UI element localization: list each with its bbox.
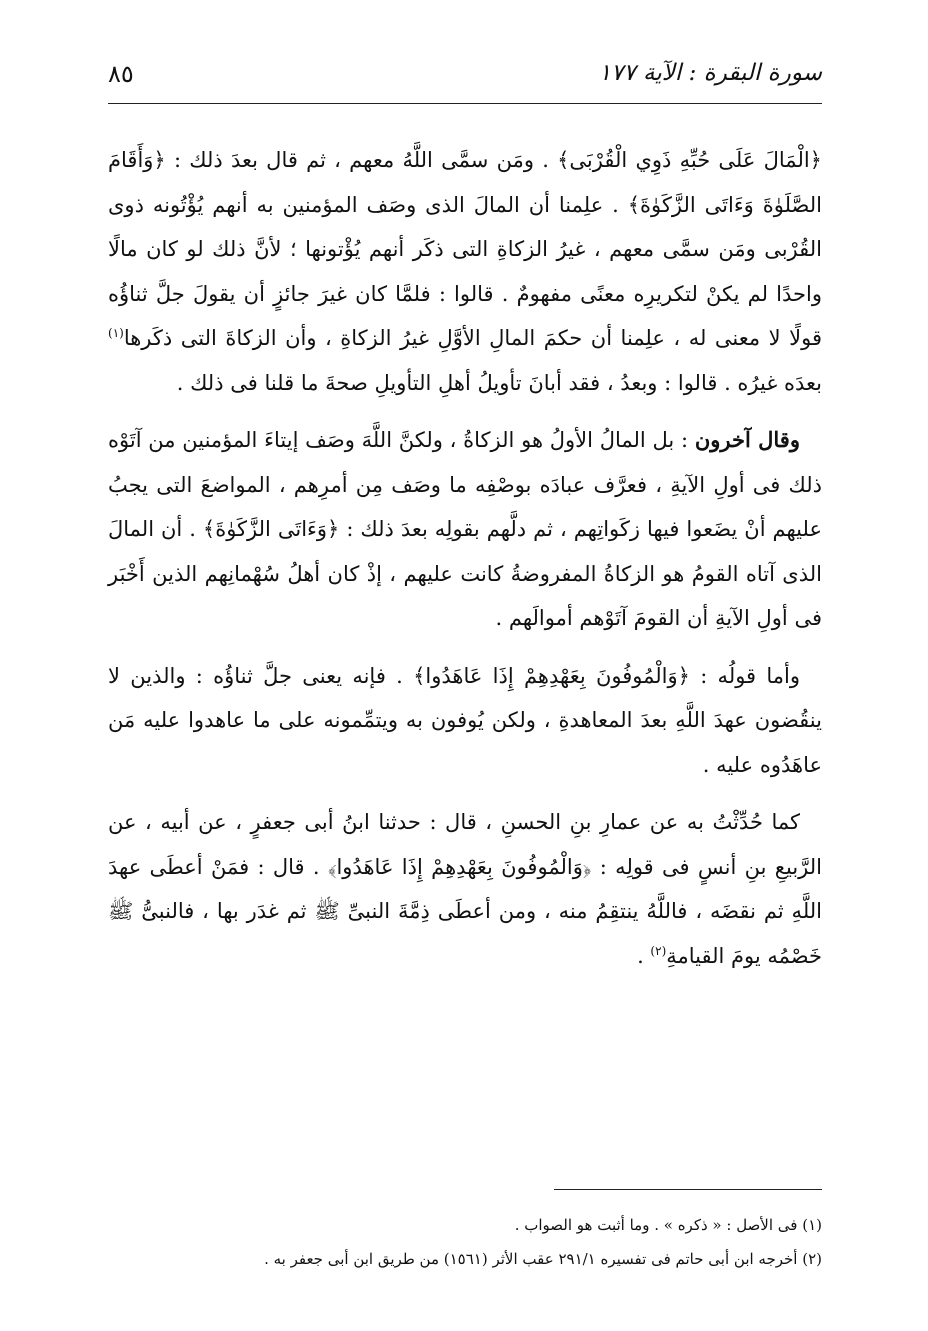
page-header [108, 58, 822, 98]
paragraph-text: ﴿الْمَالَ عَلَى حُبِّهِ ذَوِي الْقُرْبَى﴾ . ومَن سمَّى اللَّهُ معهم ، ثم قال بعدَ ذلك : ﴿وَأَقَامَ الصَّلَوٰةَ وَءَاتَى الزَّكَوٰةَ﴾ . علِمنا أن المالَ الذى وصَف المؤمنين به أنهم يُؤْتُونه ذوى القُرْبى ومَن سمَّى معهم ، غيرُ الزكاةِ التى ذكَر أنهم يُؤْتونها ؛ لأنَّ ذلك لو كان مالًا واحدًا لم يكنْ لتكريرِه معنًى مفهومٌ . قالوا : فلمَّا كان غيرَ جائزٍ أن يقولَ جلَّ ثناؤُه قولًا لا معنى له ، علِمنا أن حكمَ المالِ الأوَّلِ غيرُ الزكاةِ ، وأن الزكاةَ التى ذكَرها [108, 148, 822, 350]
paragraph-text-after: بعدَه غيرُه . قالوا : وبعدُ ، فقد أبانَ تأويلُ أهلِ التأويلِ صحةَ ما قلنا فى ذلك . [176, 370, 822, 395]
paragraph-2 [108, 418, 822, 641]
footnote-ref-1: (١) [108, 326, 124, 340]
paragraph-lead: وقال آخرون [694, 427, 800, 452]
main-text [108, 138, 822, 991]
footnote-divider [554, 1189, 822, 1190]
footnote-ref-2: (٢) [650, 943, 667, 958]
footnote-2: (٢) أخرجه ابن أبى حاتم فى تفسيره ٢٩١/١ عقب الأثر (١٥٦١) من طريق ابن أبى جعفر به . [264, 1250, 822, 1268]
header-divider [108, 103, 822, 104]
paragraph-text-after: . [637, 943, 651, 968]
page-number: ٨٥ [108, 60, 134, 88]
footnote-1: (١) فى الأصل : « ذكره » . وما أثبت هو الصواب . [514, 1216, 822, 1234]
paragraph-3 [108, 654, 822, 788]
footnotes [108, 1208, 822, 1276]
paragraph-text: كما حُدِّثْتُ به عن عمارِ بنِ الحسنِ ، قال : حدثنا ابنُ أبى جعفرٍ ، عن أبيه ، عن الرَّبيعِ بنِ أنسٍ فى قولِه : ﴿وَالْمُوفُونَ بِعَهْدِهِمْ إِذَا عَاهَدُوا﴾ . قال : فمَنْ أعطَى عهدَ اللَّهِ ثم نقضَه ، فاللَّهُ ينتقِمُ منه ، ومن أعطَى ذِمَّةَ النبىِّ ﷺ ثم غدَر بها ، فالنبىُّ ﷺ خَصْمُه يومَ القيامةِ [108, 810, 822, 968]
paragraph-1 [108, 138, 822, 405]
paragraph-text: : بل المالُ الأولُ هو الزكاةُ ، ولكنَّ اللَّهَ وصَف إيتاءَ المؤمنين من آتَوْه ذلك فى أولِ الآيةِ ، فعرَّف عبادَه بوصْفِه ما وصَف مِن أمرِهم ، المواضعَ التى يجبُ عليهم أنْ يضَعوا فيها زكَواتِهم ، ثم دلَّهم بقولِه بعدَ ذلك : ﴿وَءَاتَى الزَّكَوٰةَ﴾ . أن المالَ الذى آتاه القومُ هو الزكاةُ المفروضةُ كانت عليهم ، إذْ كان أهلُ سُهْمانِهم الذين أَخْبَر فى أولِ الآيةِ أن القومَ آتَوْهم أموالَهم . [108, 428, 822, 630]
paragraph-4 [108, 800, 822, 978]
running-title: سورة البقرة : الآية ١٧٧ [598, 60, 822, 86]
paragraph-text: وأما قولُه : ﴿وَالْمُوفُونَ بِعَهْدِهِمْ إِذَا عَاهَدُوا﴾ . فإنه يعنى جلَّ ثناؤُه : والذين لا ينقُضون عهدَ اللَّهِ بعدَ المعاهدةِ ، ولكن يُوفون به ويتمِّمونه على ما عاهدوا عليه مَن عاهَدُوه عليه . [108, 663, 822, 777]
